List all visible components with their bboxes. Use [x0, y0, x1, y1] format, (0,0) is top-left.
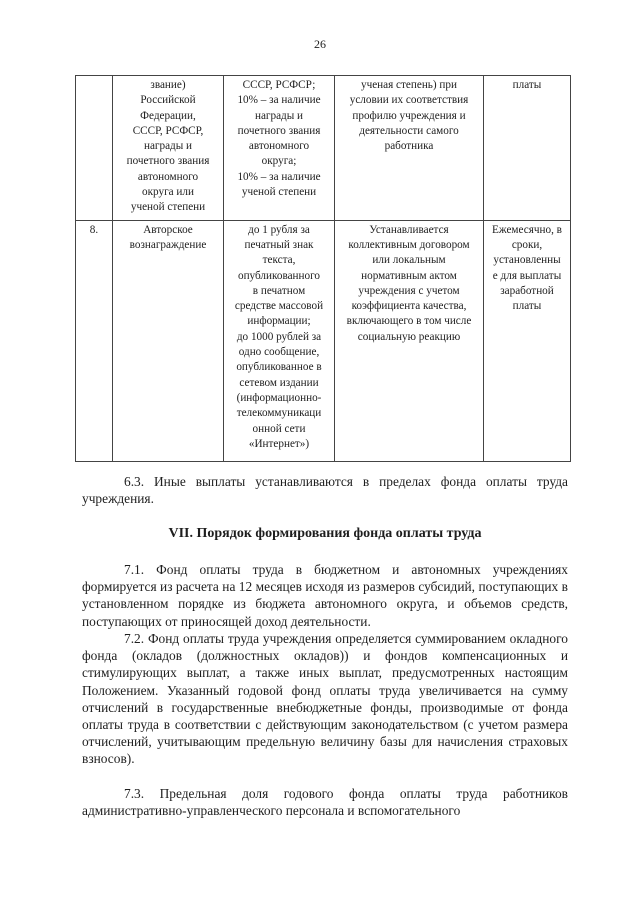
- cell-line: вознаграждение: [129, 238, 207, 251]
- paragraph-7-3-text: 7.3. Предельная доля годового фонда оплаты труда работников административно-управленческого персонала и вспомогательного: [82, 786, 568, 819]
- cell-line: почетного звания: [237, 124, 321, 137]
- cell-line: социальную реакцию: [357, 330, 461, 343]
- paragraph-7-1: [82, 561, 568, 630]
- cell-line: почетного звания: [126, 155, 210, 168]
- cell-line: профилю учреждения и: [352, 109, 466, 122]
- cell-line: средстве массовой: [234, 300, 324, 313]
- cell-line: платы: [512, 300, 542, 313]
- cell-line: коллективным договором: [348, 238, 470, 251]
- cell-payment-name: [113, 220, 224, 461]
- cell-line: СССР, РСФСР;: [242, 79, 316, 91]
- cell-line: до 1 рубля за: [248, 223, 310, 236]
- paragraph-6-3-text: 6.3. Иные выплаты устанавливаются в пределах фонда оплаты труда учреждения.: [82, 474, 568, 507]
- cell-number: 8.: [76, 220, 113, 461]
- cell-line: автономного: [137, 170, 199, 183]
- cell-payment-name: [113, 76, 224, 221]
- cell-frequency: [484, 76, 571, 221]
- page-number: 26: [314, 37, 326, 51]
- cell-line: СССР, РСФСР,: [132, 124, 204, 137]
- cell-line: учреждения с учетом: [358, 284, 460, 297]
- cell-frequency: [484, 220, 571, 461]
- cell-line: информации;: [247, 315, 311, 328]
- cell-line: Ежемесячно, в: [492, 223, 562, 236]
- cell-line: текста,: [262, 254, 296, 267]
- cell-line: автономного: [248, 140, 310, 153]
- payments-table: [75, 75, 571, 462]
- cell-line: ученой степени: [130, 201, 206, 214]
- cell-line: округа;: [261, 155, 297, 168]
- cell-line: онной сети: [252, 422, 306, 435]
- cell-line: ученая степень) при: [360, 79, 458, 91]
- cell-line: Авторское: [143, 223, 193, 236]
- cell-line: округа или: [142, 186, 194, 199]
- cell-line: печатный знак: [244, 238, 314, 251]
- cell-amount: [224, 76, 335, 221]
- cell-line: Устанавливается: [369, 223, 449, 236]
- cell-line: награды и: [143, 140, 193, 153]
- cell-line: установленны: [493, 254, 561, 267]
- cell-line: одно сообщение,: [238, 346, 320, 359]
- paragraph-7-2-text: 7.2. Фонд оплаты труда учреждения определяется суммированием окладного фонда (окладов (должностных окладов)) и фондов компенсационных и стимулирующих выплат, а также иных выплат, предусмотренных настоящим Положением. Указанный годовой фонд оплаты труда увеличивается на сумму отчислений в государственные внебюджетные фонды, производимые от фонда оплаты труда в соответствии с действующим законодательством (с учетом размера отчислений, учитывающим предельную величину базы для начисления страховых взносов).: [82, 631, 568, 767]
- section-heading: VII. Порядок формирования фонда оплаты труда: [168, 526, 482, 541]
- cell-line: Федерации,: [140, 109, 196, 122]
- cell-line: Российской: [140, 94, 196, 107]
- cell-line: сетевом издании: [239, 376, 319, 389]
- cell-line: работника: [384, 140, 434, 153]
- cell-line: деятельности самого: [359, 124, 459, 137]
- cell-line: в печатном: [252, 284, 306, 297]
- cell-line: (информационно-: [236, 391, 322, 404]
- cell-line: условии их соответствия: [349, 94, 469, 107]
- cell-line: опубликованное в: [236, 361, 322, 374]
- cell-line: звание): [150, 79, 186, 91]
- cell-line: коэффициента качества,: [351, 300, 467, 313]
- cell-line: 10% – за наличие: [237, 170, 321, 183]
- cell-line: или локальным: [372, 254, 446, 267]
- table-row: [76, 76, 571, 221]
- paragraph-7-2: [82, 630, 568, 768]
- cell-number: [76, 76, 113, 221]
- cell-line: ученой степени: [241, 186, 317, 199]
- paragraph-6-3: [82, 473, 568, 507]
- cell-line: платы: [512, 79, 542, 91]
- paragraph-7-3: [82, 785, 568, 819]
- cell-line: телекоммуникаци: [236, 407, 322, 420]
- cell-line: е для выплаты: [492, 269, 562, 282]
- cell-line: награды и: [254, 109, 304, 122]
- cell-line: заработной: [500, 284, 554, 297]
- cell-line: опубликованного: [237, 269, 321, 282]
- table-row: [76, 220, 571, 461]
- cell-line: до 1000 рублей за: [236, 330, 322, 343]
- cell-conditions: [335, 220, 484, 461]
- cell-amount: [224, 220, 335, 461]
- cell-line: «Интернет»): [248, 437, 310, 450]
- cell-line: 10% – за наличие: [237, 94, 321, 107]
- cell-line: сроки,: [511, 238, 543, 251]
- paragraph-7-1-text: 7.1. Фонд оплаты труда в бюджетном и автономных учреждениях формируется из расчета на 12 месяцев исходя из размеров субсидий, поступающих в установленном порядке из бюджета автономного округа, и объемов средств, поступающих от приносящей доход деятельности.: [82, 562, 568, 629]
- cell-line: включающего в том числе: [346, 315, 472, 328]
- cell-conditions: [335, 76, 484, 221]
- cell-line: нормативным актом: [361, 269, 457, 282]
